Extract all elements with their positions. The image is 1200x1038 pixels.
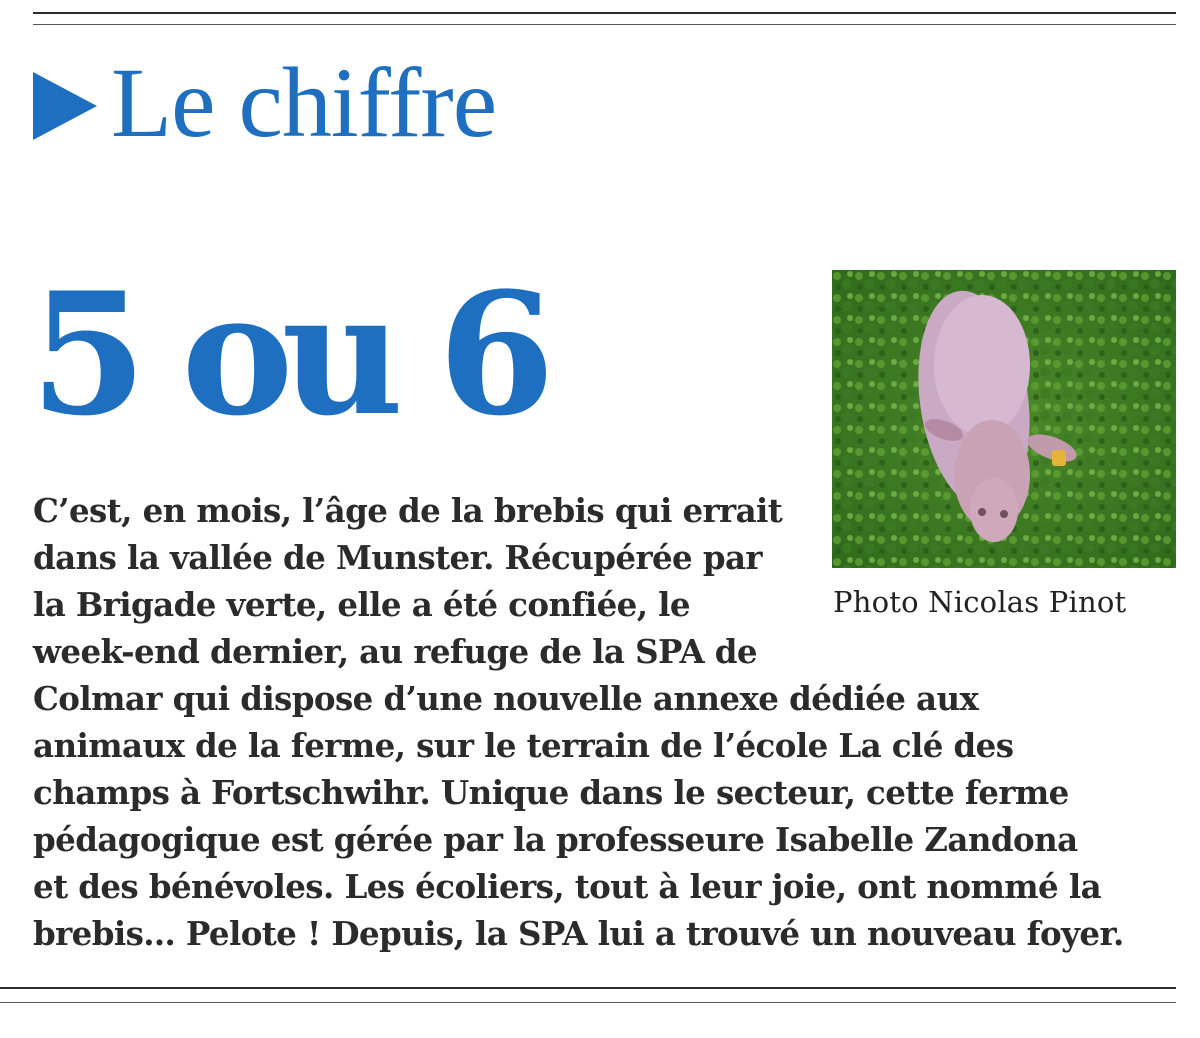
body-line: champs à Fortschwihr. Unique dans le secteur, cette ferme — [33, 773, 1069, 812]
headline-number: 5 ou 6 — [30, 255, 543, 453]
body-line: brebis… Pelote ! Depuis, la SPA lui a trouvé un nouveau foyer. — [33, 914, 1124, 953]
body-line: la Brigade verte, elle a été confiée, le — [33, 585, 691, 624]
body-line: C’est, en mois, l’âge de la brebis qui errait — [33, 491, 783, 530]
body-line: animaux de la ferme, sur le terrain de l’école La clé des — [33, 726, 1014, 765]
play-triangle-icon — [33, 72, 97, 140]
body-line: pédagogique est gérée par la professeure Isabelle Zandona — [33, 820, 1078, 859]
body-line: week-end dernier, au refuge de la SPA de — [33, 632, 757, 671]
bottom-rule — [0, 987, 1176, 989]
body-line: dans la vallée de Munster. Récupérée par — [33, 538, 762, 577]
section-title: Le chiffre — [111, 47, 497, 158]
body-line: et des bénévoles. Les écoliers, tout à leur joie, ont nommé la — [33, 867, 1102, 906]
section-header — [33, 48, 496, 158]
photo-caption: Photo Nicolas Pinot — [833, 585, 1127, 619]
top-rule-thin — [33, 24, 1176, 25]
article-body — [33, 487, 1183, 957]
body-line: Colmar qui dispose d’une nouvelle annexe dédiée aux — [33, 679, 979, 718]
bottom-rule-thin — [0, 1002, 1176, 1003]
top-rule — [33, 12, 1176, 14]
